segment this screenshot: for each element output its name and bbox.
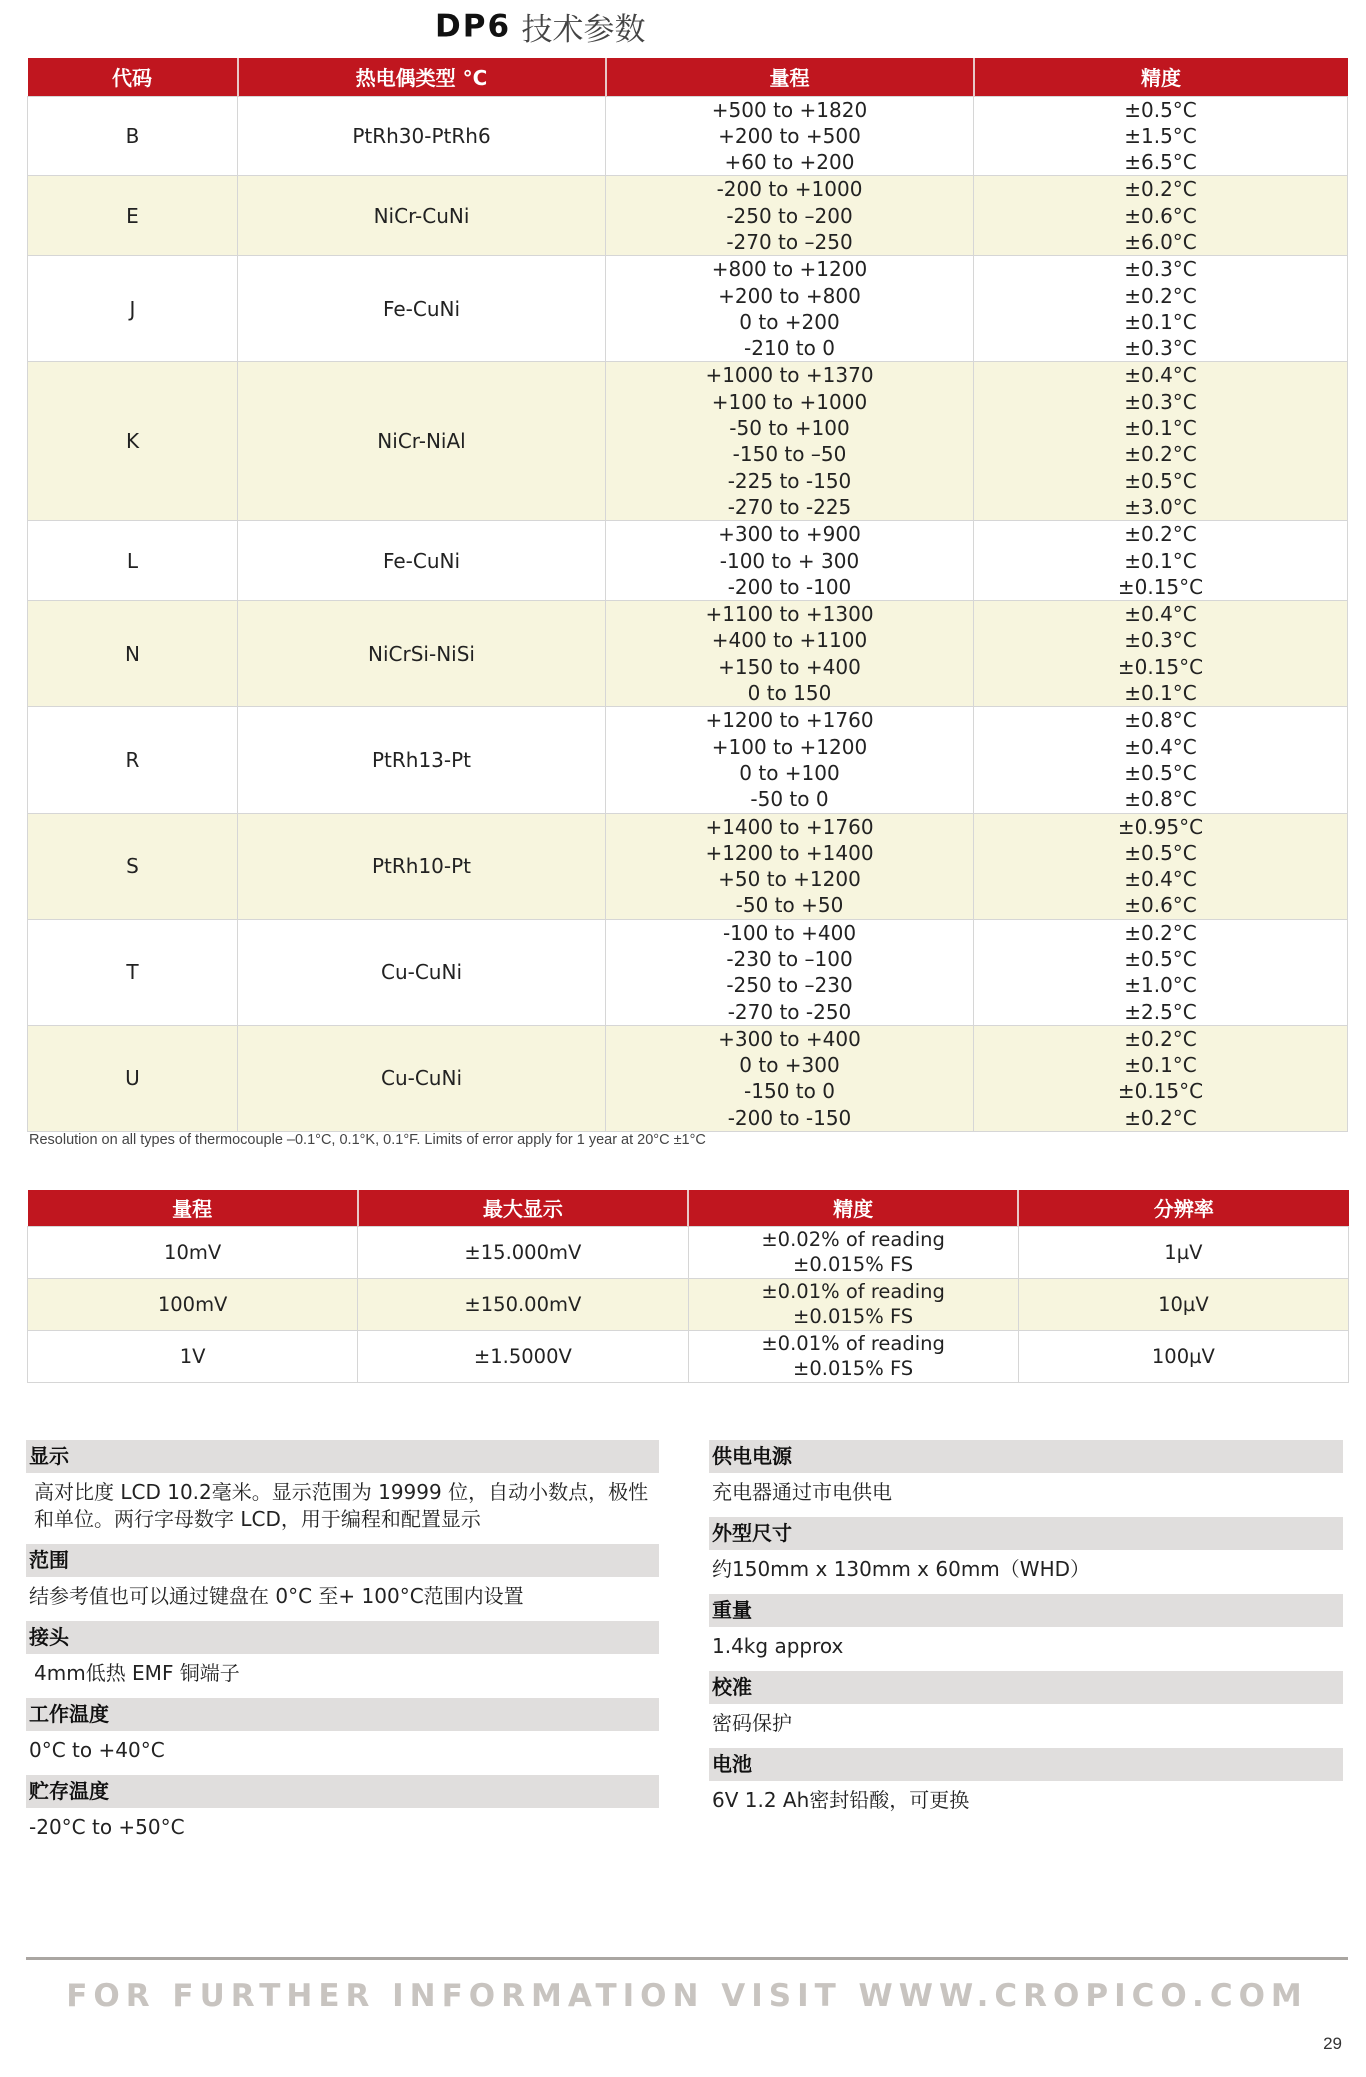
range-value: -200 to -150 (727, 1105, 852, 1130)
thermocouple-type: NiCr-CuNi (238, 176, 606, 256)
spec-label: 外型尺寸 (709, 1517, 1343, 1550)
range-value: +800 to +1200 (711, 257, 868, 282)
accuracy-value: ±0.8°C (1124, 708, 1197, 733)
range-value: -270 to –250 (726, 229, 853, 254)
thermocouple-code: R (28, 707, 238, 813)
thermocouple-accuracy (974, 707, 1348, 813)
accuracy-value: ±0.3°C (1124, 389, 1197, 414)
accuracy-value: ±6.5°C (1124, 150, 1197, 175)
table-row (28, 919, 1348, 1025)
thermocouple-ranges (606, 707, 974, 813)
spec-value: 约150mm x 130mm x 60mm（WHD） (712, 1557, 1091, 1581)
spec-label: 贮存温度 (26, 1775, 659, 1808)
accuracy-value: ±0.3°C (1124, 336, 1197, 361)
table-row (28, 1278, 1349, 1330)
accuracy-value: ±0.5°C (1124, 760, 1197, 785)
thermocouple-code: N (28, 601, 238, 707)
thermocouple-accuracy (974, 176, 1348, 256)
spec-item (26, 1440, 659, 1533)
thermocouple-code: L (28, 521, 238, 601)
column-header-range: 量程 (28, 1190, 358, 1226)
table-row (28, 1226, 1349, 1278)
column-header-accuracy: 精度 (688, 1190, 1018, 1226)
accuracy-value: ±0.4°C (1124, 867, 1197, 892)
thermocouple-header-row (28, 58, 1348, 96)
thermocouple-accuracy (974, 521, 1348, 601)
accuracy-value: ±0.4°C (1124, 363, 1197, 388)
range-value: -250 to –230 (726, 973, 853, 998)
spec-value: 密码保护 (712, 1711, 792, 1735)
table-row (28, 521, 1348, 601)
spec-item (26, 1621, 659, 1687)
spec-item (709, 1671, 1343, 1737)
accuracy-value: ±0.4°C (1124, 734, 1197, 759)
table-row (28, 1330, 1349, 1382)
thermocouple-code: S (28, 813, 238, 919)
range-value: +200 to +500 (718, 123, 861, 148)
spec-value: 高对比度 LCD 10.2毫米。显示范围为 19999 位，自动小数点，极性和单位。两行字母数字 LCD，用于编程和配置显示 (34, 1480, 649, 1531)
thermocouple-ranges (606, 521, 974, 601)
accuracy-value: ±2.5°C (1124, 999, 1197, 1024)
thermocouple-accuracy (974, 256, 1348, 362)
thermocouple-type: PtRh10-Pt (238, 813, 606, 919)
range-value: -50 to +100 (729, 416, 850, 441)
spec-value: 4mm低热 EMF 铜端子 (34, 1661, 240, 1685)
voltage-header-row (28, 1190, 1349, 1226)
voltage-accuracy (688, 1330, 1018, 1382)
accuracy-value: ±0.015% FS (793, 1253, 914, 1276)
accuracy-value: ±0.01% of reading (761, 1332, 945, 1355)
range-value: +300 to +900 (718, 522, 861, 547)
thermocouple-code: K (28, 362, 238, 521)
thermocouple-type: Cu-CuNi (238, 919, 606, 1025)
thermocouple-ranges (606, 919, 974, 1025)
thermocouple-ranges (606, 813, 974, 919)
table-row (28, 707, 1348, 813)
accuracy-value: ±0.15°C (1117, 654, 1204, 679)
range-value: -150 to 0 (744, 1079, 835, 1104)
column-header-max-display: 最大显示 (358, 1190, 688, 1226)
table-note: Resolution on all types of thermocouple –0.1°C, 0.1°K, 0.1°F. Limits of error apply for 1 year at 20°C ±1°C (29, 1132, 706, 1148)
accuracy-value: ±0.3°C (1124, 257, 1197, 282)
accuracy-value: ±0.1°C (1124, 681, 1197, 706)
accuracy-value: ±0.2°C (1124, 1105, 1197, 1130)
column-header-resolution: 分辨率 (1018, 1190, 1348, 1226)
column-header-type: 热电偶类型 °C (238, 58, 606, 96)
range-value: -150 to –50 (732, 442, 847, 467)
thermocouple-type: NiCrSi-NiSi (238, 601, 606, 707)
range-value: -270 to -250 (727, 999, 852, 1024)
range-value: +400 to +1100 (711, 628, 868, 653)
voltage-range: 10mV (28, 1226, 358, 1278)
title-text: 技术参数 (521, 12, 646, 48)
accuracy-value: ±3.0°C (1124, 494, 1197, 519)
thermocouple-accuracy (974, 1025, 1348, 1131)
column-header-range: 量程 (606, 58, 974, 96)
range-value: +1200 to +1760 (705, 708, 874, 733)
specs-right-column (709, 1440, 1343, 1825)
range-value: -50 to 0 (750, 787, 829, 812)
thermocouple-code: B (28, 96, 238, 176)
range-value: -200 to -100 (727, 574, 852, 599)
accuracy-value: ±0.01% of reading (761, 1280, 945, 1303)
accuracy-value: ±0.5°C (1124, 840, 1197, 865)
accuracy-value: ±0.1°C (1124, 1053, 1197, 1078)
spec-item (709, 1517, 1343, 1583)
thermocouple-type: Cu-CuNi (238, 1025, 606, 1131)
range-value: +1100 to +1300 (705, 602, 874, 627)
table-row (28, 96, 1348, 176)
accuracy-value: ±0.6°C (1124, 893, 1197, 918)
accuracy-value: ±0.015% FS (793, 1357, 914, 1380)
range-value: +150 to +400 (718, 654, 861, 679)
column-header-accuracy: 精度 (974, 58, 1348, 96)
voltage-range: 1V (28, 1330, 358, 1382)
spec-label: 显示 (26, 1440, 659, 1473)
voltage-accuracy (688, 1226, 1018, 1278)
voltage-max-display: ±150.00mV (358, 1278, 688, 1330)
voltage-range: 100mV (28, 1278, 358, 1330)
accuracy-value: ±0.1°C (1124, 416, 1197, 441)
thermocouple-accuracy (974, 96, 1348, 176)
range-value: +1000 to +1370 (705, 363, 874, 388)
range-value: +1400 to +1760 (705, 814, 874, 839)
accuracy-value: ±0.1°C (1124, 309, 1197, 334)
range-value: 0 to 150 (747, 681, 832, 706)
range-value: -225 to -150 (727, 468, 852, 493)
spec-label: 重量 (709, 1594, 1343, 1627)
range-value: +100 to +1200 (711, 734, 868, 759)
table-row (28, 256, 1348, 362)
spec-label: 供电电源 (709, 1440, 1343, 1473)
range-value: 0 to +100 (739, 760, 840, 785)
spec-item (709, 1440, 1343, 1506)
range-value: +60 to +200 (724, 150, 855, 175)
spec-item (26, 1544, 659, 1610)
voltage-resolution: 1µV (1018, 1226, 1348, 1278)
accuracy-value: ±0.5°C (1124, 947, 1197, 971)
spec-label: 工作温度 (26, 1698, 659, 1731)
thermocouple-type: Fe-CuNi (238, 256, 606, 362)
spec-label: 范围 (26, 1544, 659, 1577)
table-row (28, 813, 1348, 919)
range-value: 0 to +200 (739, 309, 840, 334)
range-value: -100 to +400 (722, 920, 857, 945)
accuracy-value: ±0.2°C (1124, 522, 1197, 547)
thermocouple-table (27, 58, 1348, 1132)
accuracy-value: ±0.02% of reading (761, 1228, 945, 1251)
range-value: -200 to +1000 (716, 177, 863, 202)
thermocouple-ranges (606, 176, 974, 256)
voltage-table (27, 1190, 1349, 1383)
spec-item (26, 1698, 659, 1764)
spec-value: 1.4kg approx (712, 1634, 844, 1658)
table-row (28, 362, 1348, 521)
accuracy-value: ±0.6°C (1124, 203, 1197, 228)
spec-item (26, 1775, 659, 1841)
table-row (28, 176, 1348, 256)
table-row (28, 1025, 1348, 1131)
accuracy-value: ±0.5°C (1124, 468, 1197, 493)
thermocouple-type: PtRh13-Pt (238, 707, 606, 813)
spec-value: 6V 1.2 Ah密封铅酸，可更换 (712, 1788, 970, 1812)
thermocouple-type: PtRh30-PtRh6 (238, 96, 606, 176)
spec-value: 0°C to +40°C (29, 1738, 165, 1762)
accuracy-value: ±0.2°C (1124, 177, 1197, 202)
thermocouple-ranges (606, 362, 974, 521)
range-value: -250 to –200 (726, 203, 853, 228)
accuracy-value: ±1.5°C (1124, 123, 1197, 148)
range-value: +200 to +800 (718, 283, 861, 308)
voltage-max-display: ±1.5000V (358, 1330, 688, 1382)
accuracy-value: ±0.95°C (1117, 814, 1204, 839)
footer-divider (26, 1957, 1348, 1960)
thermocouple-ranges (606, 601, 974, 707)
range-value: +500 to +1820 (711, 97, 868, 122)
accuracy-value: ±0.15°C (1117, 574, 1204, 599)
range-value: +1200 to +1400 (705, 840, 874, 865)
accuracy-value: ±0.015% FS (793, 1305, 914, 1328)
range-value: -100 to + 300 (719, 548, 860, 573)
thermocouple-accuracy (974, 813, 1348, 919)
range-value: +100 to +1000 (711, 389, 868, 414)
spec-value: 结参考值也可以通过键盘在 0°C 至+ 100°C范围内设置 (29, 1584, 524, 1608)
page-title (435, 4, 646, 48)
voltage-resolution: 10µV (1018, 1278, 1348, 1330)
range-value: +300 to +400 (718, 1026, 861, 1051)
thermocouple-code: T (28, 919, 238, 1025)
spec-item (709, 1594, 1343, 1660)
spec-label: 校准 (709, 1671, 1343, 1704)
thermocouple-accuracy (974, 601, 1348, 707)
voltage-resolution: 100µV (1018, 1330, 1348, 1382)
accuracy-value: ±0.2°C (1124, 283, 1197, 308)
range-value: -270 to -225 (727, 494, 852, 519)
thermocouple-accuracy (974, 919, 1348, 1025)
accuracy-value: ±1.0°C (1124, 973, 1197, 998)
footer-link-text: FOR FURTHER INFORMATION VISIT WWW.CROPICO.COM (66, 1978, 1308, 2014)
accuracy-value: ±0.4°C (1124, 602, 1197, 627)
thermocouple-accuracy (974, 362, 1348, 521)
accuracy-value: ±0.15°C (1117, 1079, 1204, 1104)
accuracy-value: ±0.1°C (1124, 548, 1197, 573)
spec-value: -20°C to +50°C (29, 1815, 185, 1839)
accuracy-value: ±0.2°C (1124, 442, 1197, 467)
thermocouple-ranges (606, 1025, 974, 1131)
range-value: -210 to 0 (744, 336, 835, 361)
column-header-code: 代码 (28, 58, 238, 96)
accuracy-value: ±0.2°C (1124, 1026, 1197, 1051)
accuracy-value: ±6.0°C (1124, 229, 1197, 254)
accuracy-value: ±0.3°C (1124, 628, 1197, 653)
thermocouple-ranges (606, 96, 974, 176)
spec-value: 充电器通过市电供电 (712, 1480, 892, 1504)
specs-left-column (26, 1440, 659, 1852)
accuracy-value: ±0.5°C (1124, 97, 1197, 122)
thermocouple-type: NiCr-NiAl (238, 362, 606, 521)
spec-label: 接头 (26, 1621, 659, 1654)
voltage-max-display: ±15.000mV (358, 1226, 688, 1278)
thermocouple-type: Fe-CuNi (238, 521, 606, 601)
thermocouple-code: J (28, 256, 238, 362)
title-model: DP6 (435, 8, 512, 45)
accuracy-value: ±0.2°C (1124, 920, 1197, 945)
thermocouple-code: U (28, 1025, 238, 1131)
spec-item (709, 1748, 1343, 1814)
spec-label: 电池 (709, 1748, 1343, 1781)
thermocouple-ranges (606, 256, 974, 362)
range-value: 0 to +300 (739, 1053, 840, 1078)
page-number: 29 (1323, 2034, 1342, 2053)
range-value: -50 to +50 (735, 893, 844, 918)
range-value: -230 to –100 (726, 947, 853, 971)
range-value: +50 to +1200 (718, 867, 861, 892)
accuracy-value: ±0.8°C (1124, 787, 1197, 812)
thermocouple-code: E (28, 176, 238, 256)
voltage-accuracy (688, 1278, 1018, 1330)
table-row (28, 601, 1348, 707)
